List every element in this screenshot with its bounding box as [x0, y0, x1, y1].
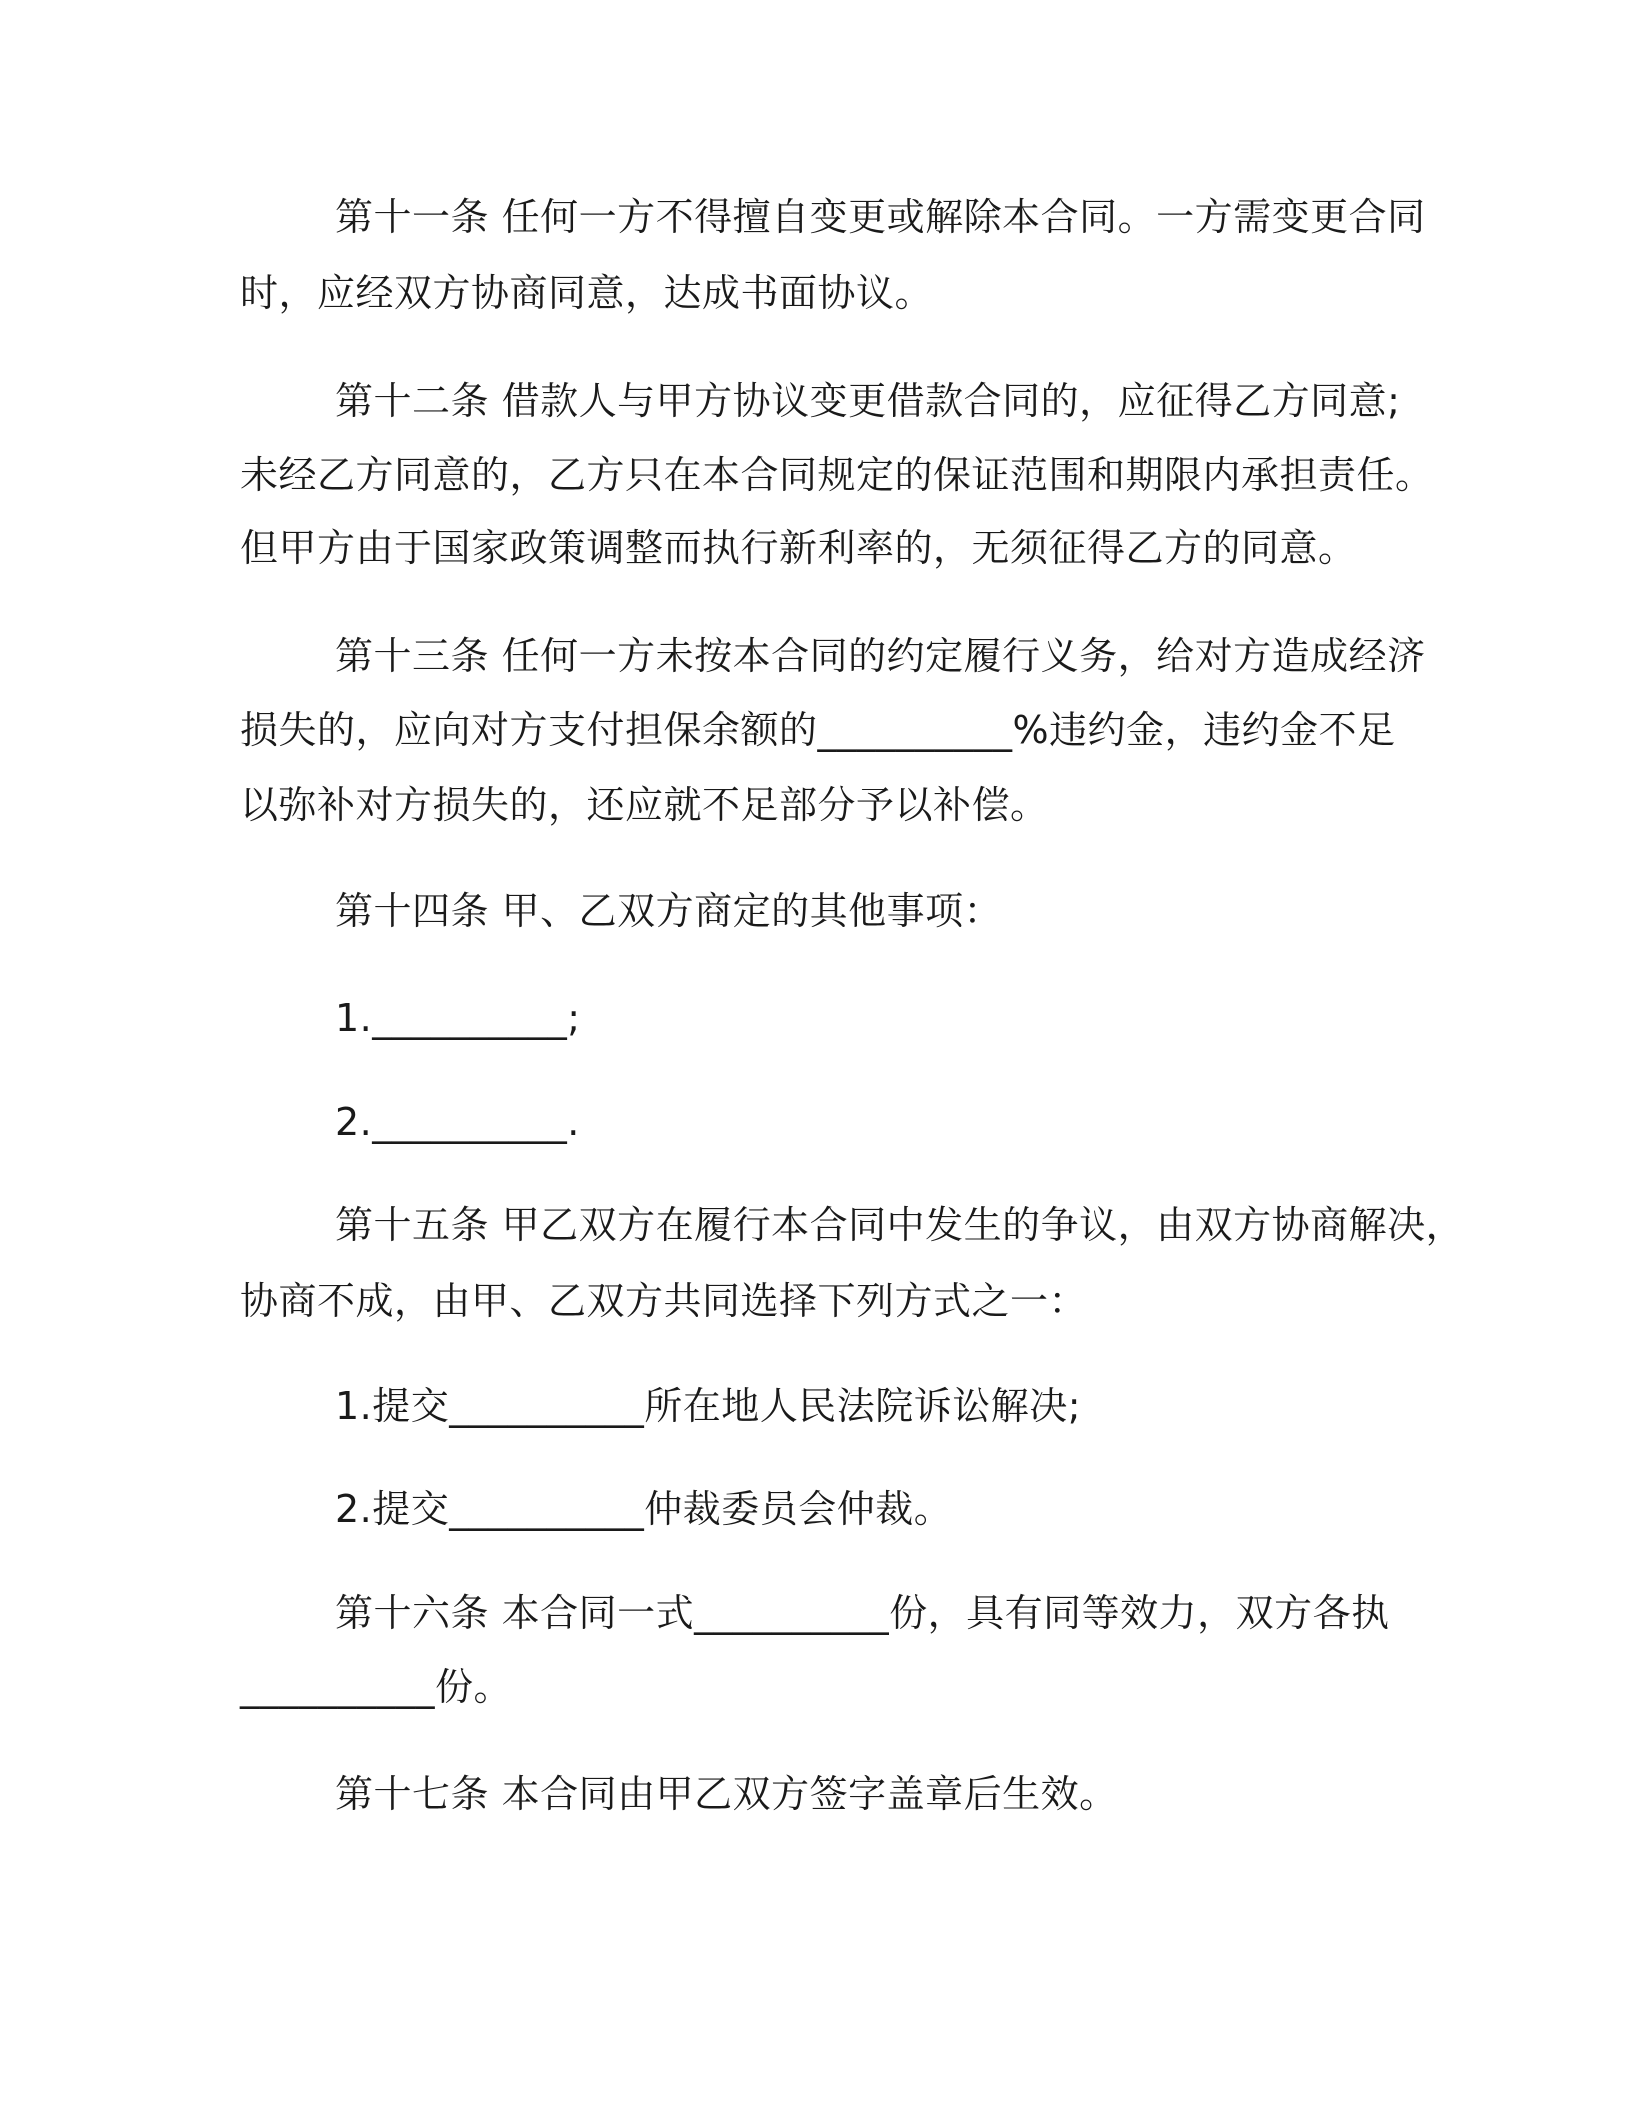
article-14-item-1: 1.__________; [335, 996, 581, 1040]
article-12-line-2: 未经乙方同意的，乙方只在本合同规定的保证范围和期限内承担责任。 [240, 453, 1434, 497]
article-15-line-1: 第十五条 甲乙双方在履行本合同中发生的争议，由双方协商解决， [335, 1203, 1465, 1247]
article-15-option-2: 2.提交__________仲裁委员会仲裁。 [335, 1487, 953, 1531]
article-17-line-1: 第十七条 本合同由甲乙双方签字盖章后生效。 [335, 1772, 1118, 1816]
article-15-line-2: 协商不成，由甲、乙双方共同选择下列方式之一： [240, 1279, 1088, 1323]
article-11-line-1: 第十一条 任何一方不得擅自变更或解除本合同。一方需变更合同 [335, 195, 1426, 239]
article-11-line-2: 时，应经双方协商同意，达成书面协议。 [240, 271, 934, 315]
article-16-line-1: 第十六条 本合同一式__________份，具有同等效力，双方各执 [335, 1591, 1390, 1635]
article-13-line-1: 第十三条 任何一方未按本合同的约定履行义务，给对方造成经济 [335, 634, 1426, 678]
article-12-line-3: 但甲方由于国家政策调整而执行新利率的，无须征得乙方的同意。 [240, 526, 1357, 570]
article-15-option-1: 1.提交__________所在地人民法院诉讼解决; [335, 1384, 1082, 1428]
article-13-line-2: 损失的，应向对方支付担保余额的__________%违约金，违约金不足 [240, 708, 1396, 752]
article-14-line-1: 第十四条 甲、乙双方商定的其他事项： [335, 889, 1003, 933]
article-12-line-1: 第十二条 借款人与甲方协议变更借款合同的，应征得乙方同意; [335, 379, 1401, 423]
article-14-item-2: 2.__________. [335, 1100, 580, 1144]
article-16-line-2: __________份。 [240, 1665, 513, 1709]
article-13-line-3: 以弥补对方损失的，还应就不足部分予以补偿。 [240, 783, 1049, 827]
